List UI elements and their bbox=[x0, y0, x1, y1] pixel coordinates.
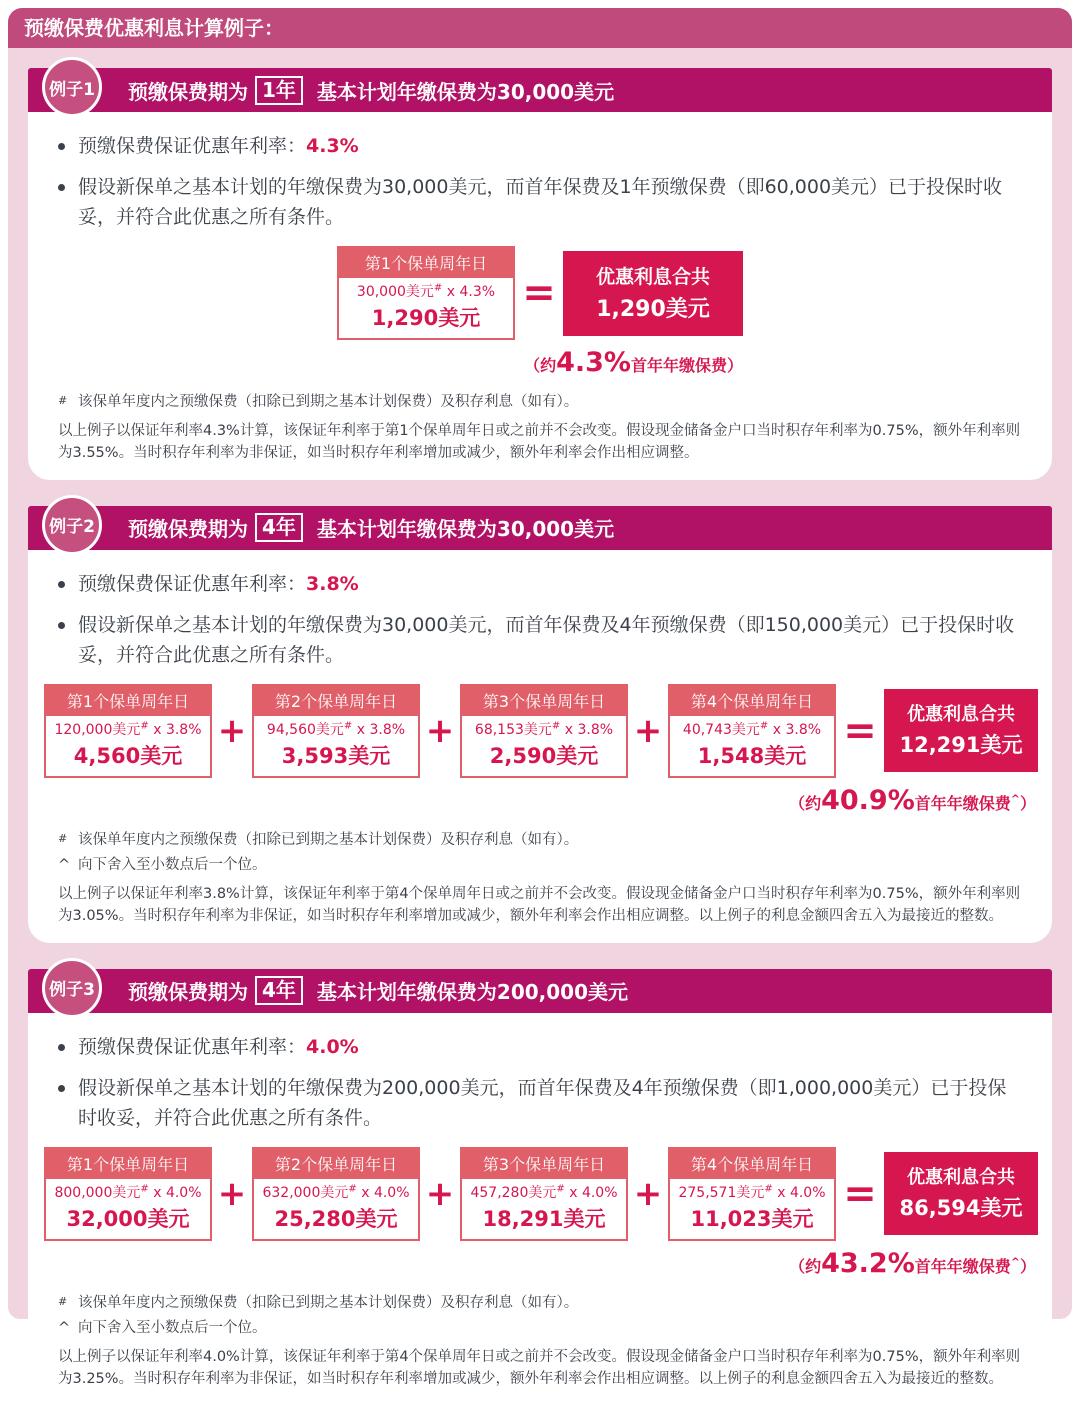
hash-superscript: # bbox=[348, 1183, 357, 1195]
bullet-dot bbox=[58, 581, 65, 588]
rate-line bbox=[78, 570, 359, 599]
formula-amount: 632,000美元 bbox=[262, 1184, 349, 1201]
example-2-header bbox=[28, 506, 1052, 550]
formula bbox=[48, 1182, 208, 1202]
total-interest-value: 1,290美元 bbox=[596, 296, 710, 322]
hash-superscript: # bbox=[140, 1183, 149, 1195]
assumption-text: 假设新保单之基本计划的年缴保费为30,000美元，而首年保费及1年预缴保费（即60,000美元）已于投保时收妥，并符合此优惠之所有条件。 bbox=[78, 176, 1003, 228]
total-interest-label: 优惠利息合共 bbox=[595, 265, 710, 288]
equals-sign: = bbox=[843, 707, 877, 754]
formula-rate: x 3.8% bbox=[352, 721, 406, 738]
premium-text: 基本计划年缴保费为30,000美元 bbox=[316, 517, 615, 542]
anniversary-box-title: 第1个保单周年日 bbox=[46, 1149, 210, 1179]
rate-value: 3.8% bbox=[306, 572, 359, 595]
formula-amount: 120,000美元 bbox=[54, 721, 141, 738]
page-title: 预缴保费优惠利息计算例子： bbox=[8, 8, 1072, 48]
formula-amount: 457,280美元 bbox=[470, 1184, 557, 1201]
footnotes bbox=[58, 392, 1022, 463]
assumption-bullet bbox=[58, 173, 1022, 232]
total-interest-value: 12,291美元 bbox=[899, 733, 1023, 758]
calculation-area bbox=[58, 246, 1022, 378]
approx-percentage-line bbox=[337, 347, 743, 378]
footnote-caret bbox=[58, 855, 1022, 875]
rate-line bbox=[78, 132, 359, 161]
footnotes bbox=[58, 830, 1022, 927]
anniversary-box-title: 第4个保单周年日 bbox=[670, 1149, 834, 1179]
anniversary-box-3 bbox=[460, 684, 628, 778]
example-1-card bbox=[28, 68, 1052, 480]
interest-amount: 2,590美元 bbox=[489, 743, 599, 768]
interest-amount: 32,000美元 bbox=[66, 1206, 190, 1231]
calculation-row bbox=[44, 684, 1036, 778]
anniversary-box-title: 第1个保单周年日 bbox=[339, 248, 513, 278]
premium-text: 基本计划年缴保费为30,000美元 bbox=[316, 79, 615, 104]
interest-amount: 18,291美元 bbox=[482, 1206, 606, 1231]
premium-text: 基本计划年缴保费为200,000美元 bbox=[316, 980, 629, 1005]
caret-superscript: ^ bbox=[1010, 1255, 1020, 1269]
example-1-header bbox=[28, 68, 1052, 112]
bullet-dot bbox=[58, 1044, 65, 1051]
caret-superscript: ^ bbox=[1010, 792, 1020, 806]
bullet-dot bbox=[58, 622, 65, 629]
anniversary-box-1 bbox=[337, 246, 515, 340]
approx-close: ） bbox=[726, 356, 743, 376]
approx-text: 首年年缴保费 bbox=[630, 356, 727, 376]
caret-marker: ^ bbox=[58, 857, 71, 874]
pink-container bbox=[8, 8, 1072, 1387]
anniversary-box-body bbox=[254, 716, 418, 776]
anniversary-box-body bbox=[462, 716, 626, 776]
footnotes bbox=[58, 1293, 1022, 1390]
example-2-card bbox=[28, 506, 1052, 943]
footnote-hash-text: 该保单年度内之预缴保费（扣除已到期之基本计划保费）及积存利息（如有）。 bbox=[78, 1294, 579, 1311]
footnote-caret bbox=[58, 1318, 1022, 1338]
assumption-text: 假设新保单之基本计划的年缴保费为200,000美元，而首年保费及4年预缴保费（即1,000,000美元）已于投保时收妥，并符合此优惠之所有条件。 bbox=[78, 1077, 1007, 1129]
anniversary-box-3 bbox=[460, 1147, 628, 1241]
rate-value: 4.0% bbox=[306, 1035, 359, 1058]
formula bbox=[464, 1182, 624, 1202]
anniversary-box-title: 第3个保单周年日 bbox=[462, 686, 626, 716]
formula bbox=[464, 719, 624, 739]
equals-sign: = bbox=[843, 1170, 877, 1217]
rate-label: 预缴保费保证优惠年利率： bbox=[78, 135, 307, 157]
anniversary-box-body bbox=[46, 1179, 210, 1239]
example-3-header bbox=[28, 969, 1052, 1013]
bullet-dot bbox=[58, 1085, 65, 1092]
plus-sign: + bbox=[425, 1173, 455, 1214]
anniversary-box-1 bbox=[44, 684, 212, 778]
anniversary-box-body bbox=[670, 716, 834, 776]
period-label: 预缴保费期为 bbox=[128, 517, 248, 542]
rate-value: 4.3% bbox=[306, 135, 359, 157]
interest-amount: 1,548美元 bbox=[697, 743, 807, 768]
disclaimer-paragraph: 以上例子以保证年利率3.8%计算，该保证年利率于第4个保单周年日或之前并不会改变。假设现金储备金户口当时积存年利率为0.75%，额外年利率则为3.05%。当时积存年利率为非保证，如当时积存年利率增加或减少，额外年利率会作出相应调整。以上例子的利息金额四舍五入为最接近的整数。 bbox=[58, 885, 1021, 924]
example-2-badge: 例子2 bbox=[42, 495, 102, 555]
formula bbox=[341, 281, 511, 301]
calculation-row bbox=[44, 1147, 1036, 1241]
approx-percent: 4.3% bbox=[556, 347, 631, 379]
rate-bullet bbox=[58, 570, 1022, 599]
assumption-bullet bbox=[58, 611, 1022, 670]
rate-label: 预缴保费保证优惠年利率： bbox=[78, 572, 307, 595]
formula bbox=[672, 1182, 832, 1202]
approx-close: ） bbox=[1019, 1256, 1036, 1276]
calculation-row bbox=[337, 246, 743, 340]
example-2-body bbox=[28, 550, 1052, 943]
calculation-area bbox=[44, 1147, 1036, 1279]
formula-amount: 800,000美元 bbox=[54, 1184, 141, 1201]
example-3-card bbox=[28, 969, 1052, 1406]
period-value-box: 4年 bbox=[255, 976, 303, 1005]
anniversary-box-body bbox=[46, 716, 210, 776]
formula-amount: 94,560美元 bbox=[266, 721, 344, 738]
formula bbox=[256, 719, 416, 739]
formula bbox=[256, 1182, 416, 1202]
approx-text: 首年年缴保费 bbox=[914, 1256, 1011, 1276]
period-value-box: 4年 bbox=[255, 513, 303, 542]
hash-superscript: # bbox=[433, 282, 443, 294]
footnote-hash-text: 该保单年度内之预缴保费（扣除已到期之基本计划保费）及积存利息（如有）。 bbox=[78, 394, 579, 411]
anniversary-box-1 bbox=[44, 1147, 212, 1241]
approx-open: （约 bbox=[524, 356, 557, 376]
footnote-hash bbox=[58, 1293, 1022, 1313]
rate-bullet bbox=[58, 132, 1022, 161]
anniversary-box-title: 第3个保单周年日 bbox=[462, 1149, 626, 1179]
calculation-group bbox=[337, 246, 743, 378]
example-1-badge: 例子1 bbox=[42, 57, 102, 117]
interest-amount: 1,290美元 bbox=[371, 306, 481, 331]
rate-line bbox=[78, 1033, 359, 1062]
formula-amount: 275,571美元 bbox=[678, 1184, 765, 1201]
hash-superscript: # bbox=[551, 720, 561, 732]
rate-bullet bbox=[58, 1033, 1022, 1062]
anniversary-box-4 bbox=[668, 1147, 836, 1241]
disclaimer-paragraph: 以上例子以保证年利率4.3%计算，该保证年利率于第1个保单周年日或之前并不会改变。假设现金储备金户口当时积存年利率为0.75%，额外年利率则为3.55%。当时积存年利率为非保证，如当时积存年利率增加或减少，额外年利率会作出相应调整。 bbox=[58, 422, 1021, 461]
total-interest-value: 86,594美元 bbox=[899, 1196, 1023, 1221]
formula-amount: 30,000美元 bbox=[356, 284, 434, 301]
plus-sign: + bbox=[633, 710, 663, 751]
plus-sign: + bbox=[217, 1173, 247, 1214]
hash-superscript: # bbox=[556, 1183, 565, 1195]
total-interest-box bbox=[884, 1152, 1038, 1235]
anniversary-box-title: 第1个保单周年日 bbox=[46, 686, 210, 716]
approx-open: （约 bbox=[789, 793, 822, 813]
anniversary-box-body bbox=[254, 1179, 418, 1239]
hash-marker: # bbox=[58, 831, 68, 845]
formula-rate: x 4.0% bbox=[564, 1184, 618, 1201]
anniversary-box-4 bbox=[668, 684, 836, 778]
assumption-text: 假设新保单之基本计划的年缴保费为30,000美元，而首年保费及4年预缴保费（即150,000美元）已于投保时收妥，并符合此优惠之所有条件。 bbox=[78, 614, 1015, 666]
formula bbox=[48, 719, 208, 739]
hash-superscript: # bbox=[343, 720, 353, 732]
interest-amount: 4,560美元 bbox=[73, 743, 183, 768]
approx-percent: 40.9% bbox=[821, 784, 915, 816]
formula-rate: x 4.0% bbox=[148, 1184, 202, 1201]
anniversary-box-body bbox=[462, 1179, 626, 1239]
hash-superscript: # bbox=[140, 720, 149, 732]
interest-amount: 11,023美元 bbox=[690, 1206, 814, 1231]
total-interest-box bbox=[563, 251, 743, 336]
footnote-hash bbox=[58, 830, 1022, 850]
plus-sign: + bbox=[633, 1173, 663, 1214]
calculation-area bbox=[44, 684, 1036, 816]
period-label: 预缴保费期为 bbox=[128, 980, 248, 1005]
period-value-box: 1年 bbox=[255, 76, 303, 105]
plus-sign: + bbox=[217, 710, 247, 751]
example-1-body bbox=[28, 112, 1052, 480]
hash-marker: # bbox=[58, 1294, 68, 1308]
equals-sign: = bbox=[522, 270, 556, 317]
footnote-caret-text: 向下舍入至小数点后一个位。 bbox=[78, 857, 267, 874]
bullet-dot bbox=[58, 184, 65, 191]
caret-marker: ^ bbox=[58, 1320, 71, 1337]
formula-rate: x 4.0% bbox=[772, 1184, 826, 1201]
interest-amount: 25,280美元 bbox=[274, 1206, 398, 1231]
total-interest-label: 优惠利息合共 bbox=[907, 704, 1015, 726]
anniversary-box-2 bbox=[252, 684, 420, 778]
assumption-bullet bbox=[58, 1074, 1022, 1133]
anniversary-box-2 bbox=[252, 1147, 420, 1241]
anniversary-box-body bbox=[339, 278, 513, 338]
formula-rate: x 3.8% bbox=[768, 721, 822, 738]
example-3-body bbox=[28, 1013, 1052, 1406]
hash-marker: # bbox=[58, 394, 68, 408]
anniversary-box-title: 第2个保单周年日 bbox=[254, 1149, 418, 1179]
formula-rate: x 3.8% bbox=[560, 721, 614, 738]
formula-rate: x 4.0% bbox=[356, 1184, 410, 1201]
interest-amount: 3,593美元 bbox=[281, 743, 391, 768]
anniversary-box-title: 第4个保单周年日 bbox=[670, 686, 834, 716]
plus-sign: + bbox=[425, 710, 455, 751]
approx-text: 首年年缴保费 bbox=[914, 793, 1011, 813]
anniversary-box-title: 第2个保单周年日 bbox=[254, 686, 418, 716]
formula-amount: 68,153美元 bbox=[474, 721, 552, 738]
approx-percentage-line bbox=[44, 785, 1036, 816]
example-3-badge: 例子3 bbox=[42, 958, 102, 1018]
total-interest-label: 优惠利息合共 bbox=[907, 1167, 1015, 1189]
approx-percent: 43.2% bbox=[821, 1247, 915, 1279]
hash-superscript: # bbox=[759, 720, 769, 732]
formula-amount: 40,743美元 bbox=[682, 721, 760, 738]
approx-close: ） bbox=[1019, 793, 1036, 813]
footnote-caret-text: 向下舍入至小数点后一个位。 bbox=[78, 1320, 267, 1337]
anniversary-box-body bbox=[670, 1179, 834, 1239]
formula bbox=[672, 719, 832, 739]
total-interest-box bbox=[884, 689, 1038, 772]
bullet-dot bbox=[58, 143, 65, 150]
approx-open: （约 bbox=[789, 1256, 822, 1276]
disclaimer-paragraph: 以上例子以保证年利率4.0%计算，该保证年利率于第4个保单周年日或之前并不会改变。假设现金储备金户口当时积存年利率为0.75%，额外年利率则为3.25%。当时积存年利率为非保证，如当时积存年利率增加或减少，额外年利率会作出相应调整。以上例子的利息金额四舍五入为最接近的整数。 bbox=[58, 1348, 1021, 1387]
formula-rate: x 3.8% bbox=[148, 721, 202, 738]
approx-percentage-line bbox=[44, 1248, 1036, 1279]
rate-label: 预缴保费保证优惠年利率： bbox=[78, 1035, 307, 1058]
hash-superscript: # bbox=[764, 1183, 773, 1195]
formula-rate: x 4.3% bbox=[442, 284, 496, 301]
footnote-hash-text: 该保单年度内之预缴保费（扣除已到期之基本计划保费）及积存利息（如有）。 bbox=[78, 831, 579, 848]
period-label: 预缴保费期为 bbox=[128, 79, 248, 104]
footnote-hash bbox=[58, 392, 1022, 412]
